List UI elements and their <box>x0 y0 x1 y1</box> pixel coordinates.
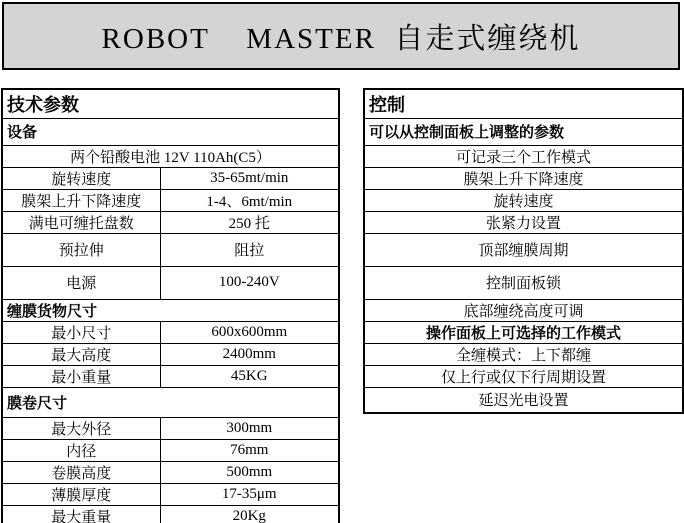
table-row <box>2 89 339 118</box>
table-row <box>2 365 339 387</box>
table-row <box>364 266 683 299</box>
control-item: 仅上行或仅下行周期设置 <box>364 365 683 387</box>
spec-value: 20Kg <box>160 505 339 523</box>
control-item: 张紧力设置 <box>364 211 683 233</box>
table-row <box>2 233 339 266</box>
table-row <box>364 321 683 343</box>
table-row <box>2 167 339 189</box>
spec-value: 45KG <box>160 365 339 387</box>
table-row <box>2 387 339 417</box>
left-table-title: 技术参数 <box>2 89 339 118</box>
section-header-adjustable-parameters: 可以从控制面板上调整的参数 <box>364 118 683 145</box>
table-row <box>2 266 339 299</box>
table-row <box>2 461 339 483</box>
spec-value: 300mm <box>160 417 339 439</box>
table-row <box>2 299 339 321</box>
control-item: 全缠模式：上下都缠 <box>364 343 683 365</box>
section-header-film-roll: 膜卷尺寸 <box>2 387 339 417</box>
section-header-work-modes: 操作面板上可选择的工作模式 <box>364 321 683 343</box>
spec-label: 卷膜高度 <box>2 461 160 483</box>
spec-value: 76mm <box>160 439 339 461</box>
spec-label: 最大高度 <box>2 343 160 365</box>
spec-value: 100-240V <box>160 266 339 299</box>
table-row <box>364 343 683 365</box>
spec-value: 250 托 <box>160 211 339 233</box>
spec-value: 500mm <box>160 461 339 483</box>
table-row <box>364 387 683 413</box>
table-row <box>2 417 339 439</box>
table-row <box>364 145 683 167</box>
battery-spec: 两个铅酸电池 12V 110Ah(C5） <box>2 145 339 167</box>
spec-value: 2400mm <box>160 343 339 365</box>
spec-label: 满电可缠托盘数 <box>2 211 160 233</box>
spec-label: 旋转速度 <box>2 167 160 189</box>
spec-label: 电源 <box>2 266 160 299</box>
control-item: 控制面板锁 <box>364 266 683 299</box>
table-row <box>364 118 683 145</box>
spec-label: 最大重量 <box>2 505 160 523</box>
spec-value: 35-65mt/min <box>160 167 339 189</box>
spec-value: 17-35μm <box>160 483 339 505</box>
table-row <box>364 167 683 189</box>
table-row <box>2 118 339 145</box>
table-row <box>2 321 339 343</box>
table-row <box>2 145 339 167</box>
spec-value: 阻拉 <box>160 233 339 266</box>
spec-value: 600x600mm <box>160 321 339 343</box>
right-table-title: 控制 <box>364 89 683 118</box>
technical-parameters-table <box>1 88 340 523</box>
spec-label: 最小尺寸 <box>2 321 160 343</box>
table-row <box>364 365 683 387</box>
control-item: 底部缠绕高度可调 <box>364 299 683 321</box>
spec-label: 最小重量 <box>2 365 160 387</box>
document-title-banner <box>2 2 680 70</box>
table-row <box>2 483 339 505</box>
control-item: 膜架上升下降速度 <box>364 167 683 189</box>
control-item: 延迟光电设置 <box>364 387 683 413</box>
spec-value: 1-4、6mt/min <box>160 189 339 211</box>
table-row <box>2 211 339 233</box>
table-row <box>364 233 683 266</box>
table-row <box>364 211 683 233</box>
control-item: 可记录三个工作模式 <box>364 145 683 167</box>
control-item: 顶部缠膜周期 <box>364 233 683 266</box>
section-header-load-dimensions: 缠膜货物尺寸 <box>2 299 339 321</box>
table-row <box>364 299 683 321</box>
table-row <box>364 89 683 118</box>
table-row <box>2 189 339 211</box>
spec-label: 预拉伸 <box>2 233 160 266</box>
spec-label: 最大外径 <box>2 417 160 439</box>
table-row <box>2 505 339 523</box>
table-row <box>364 189 683 211</box>
control-item: 旋转速度 <box>364 189 683 211</box>
table-row <box>2 343 339 365</box>
spec-label: 内径 <box>2 439 160 461</box>
spec-label: 膜架上升下降速度 <box>2 189 160 211</box>
section-header-equipment: 设备 <box>2 118 339 145</box>
spec-label: 薄膜厚度 <box>2 483 160 505</box>
table-row <box>2 439 339 461</box>
control-table <box>363 88 684 414</box>
document-title: ROBOT MASTER 自走式缠绕机 <box>101 22 581 55</box>
